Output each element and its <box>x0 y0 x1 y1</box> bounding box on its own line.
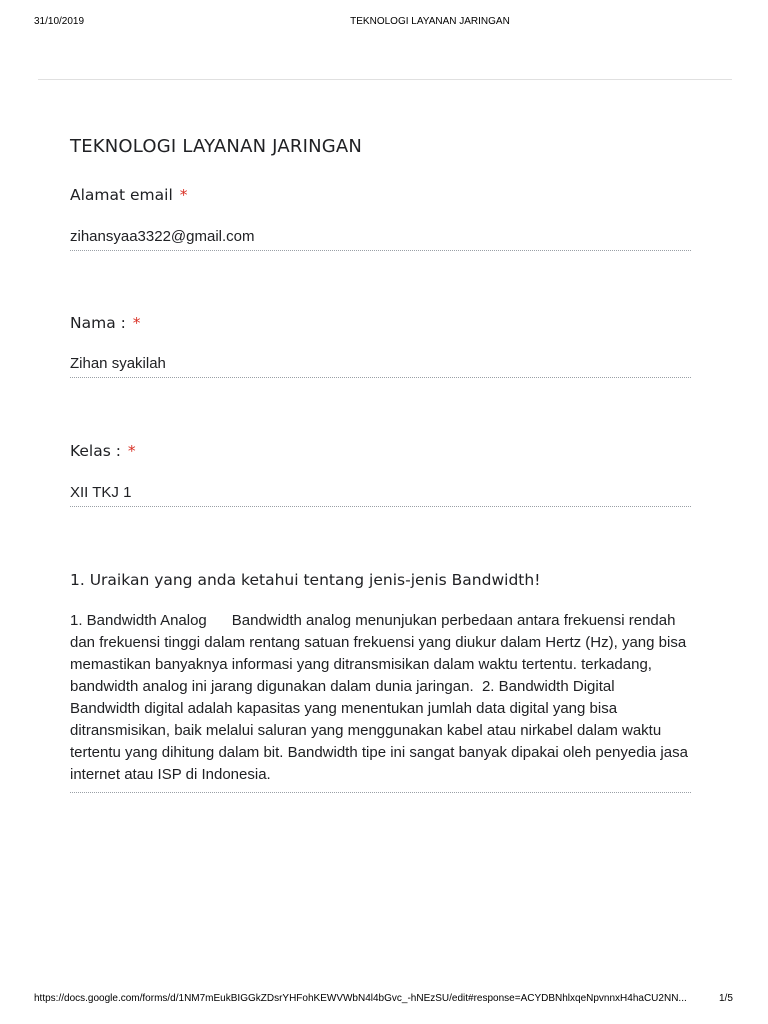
question-kelas <box>70 440 691 507</box>
print-url: https://docs.google.com/forms/d/1NM7mEukBIGGkZDsrYHFohKEWVWbN4l4bGvc_-hNEzSU/edit#response=ACYDBNhlxqeNpvnnxH4haCU2NN... <box>34 993 687 1004</box>
print-header <box>0 16 768 30</box>
required-asterisk: * <box>132 314 141 332</box>
bandwidth-answer: 1. Bandwidth Analog Bandwidth analog menunjukan perbedaan antara frekuensi rendah dan frekuensi tinggi dalam rentang satuan frekuensi yang diukur dalam Hertz (Hz), yang bisa memastikan banyaknya informasi yang ditransmisikan dalam waktu tertentu. terkadang, bandwidth analog ini jarang digunakan dalam dunia jaringan. 2. Bandwidth Digital Bandwidth digital adalah kapasitas yang menentukan jumlah data digital yang bisa ditransmisikan, baik melalui saluran yang menggunakan kabel atau nirkabel dalam waktu tertentu yang dihitung dalam bit. Bandwidth tipe ini sangat banyak dipakai oleh penyedia jasa internet atau ISP di Indonesia. <box>70 610 691 793</box>
question-label <box>70 312 691 334</box>
question-label-text: 1. Uraikan yang anda ketahui tentang jenis-jenis Bandwidth! <box>70 571 541 589</box>
print-doc-title: TEKNOLOGI LAYANAN JARINGAN <box>350 16 510 27</box>
kelas-answer: XII TKJ 1 <box>70 482 691 507</box>
question-nama <box>70 312 691 378</box>
question-label <box>70 569 691 591</box>
required-asterisk: * <box>179 186 188 204</box>
question-label-text: Kelas : <box>70 442 121 460</box>
question-label-text: Alamat email <box>70 186 173 204</box>
form-title: TEKNOLOGI LAYANAN JARINGAN <box>70 136 363 158</box>
question-email <box>70 184 691 251</box>
question-bandwidth <box>70 569 691 793</box>
email-answer: zihansyaa3322@gmail.com <box>70 226 691 251</box>
question-label <box>70 440 691 462</box>
nama-answer: Zihan syakilah <box>70 353 691 378</box>
print-date: 31/10/2019 <box>34 16 85 27</box>
question-label <box>70 184 691 206</box>
question-label-text: Nama : <box>70 314 126 332</box>
divider <box>38 79 732 80</box>
required-asterisk: * <box>127 442 136 460</box>
page-number: 1/5 <box>719 993 733 1004</box>
